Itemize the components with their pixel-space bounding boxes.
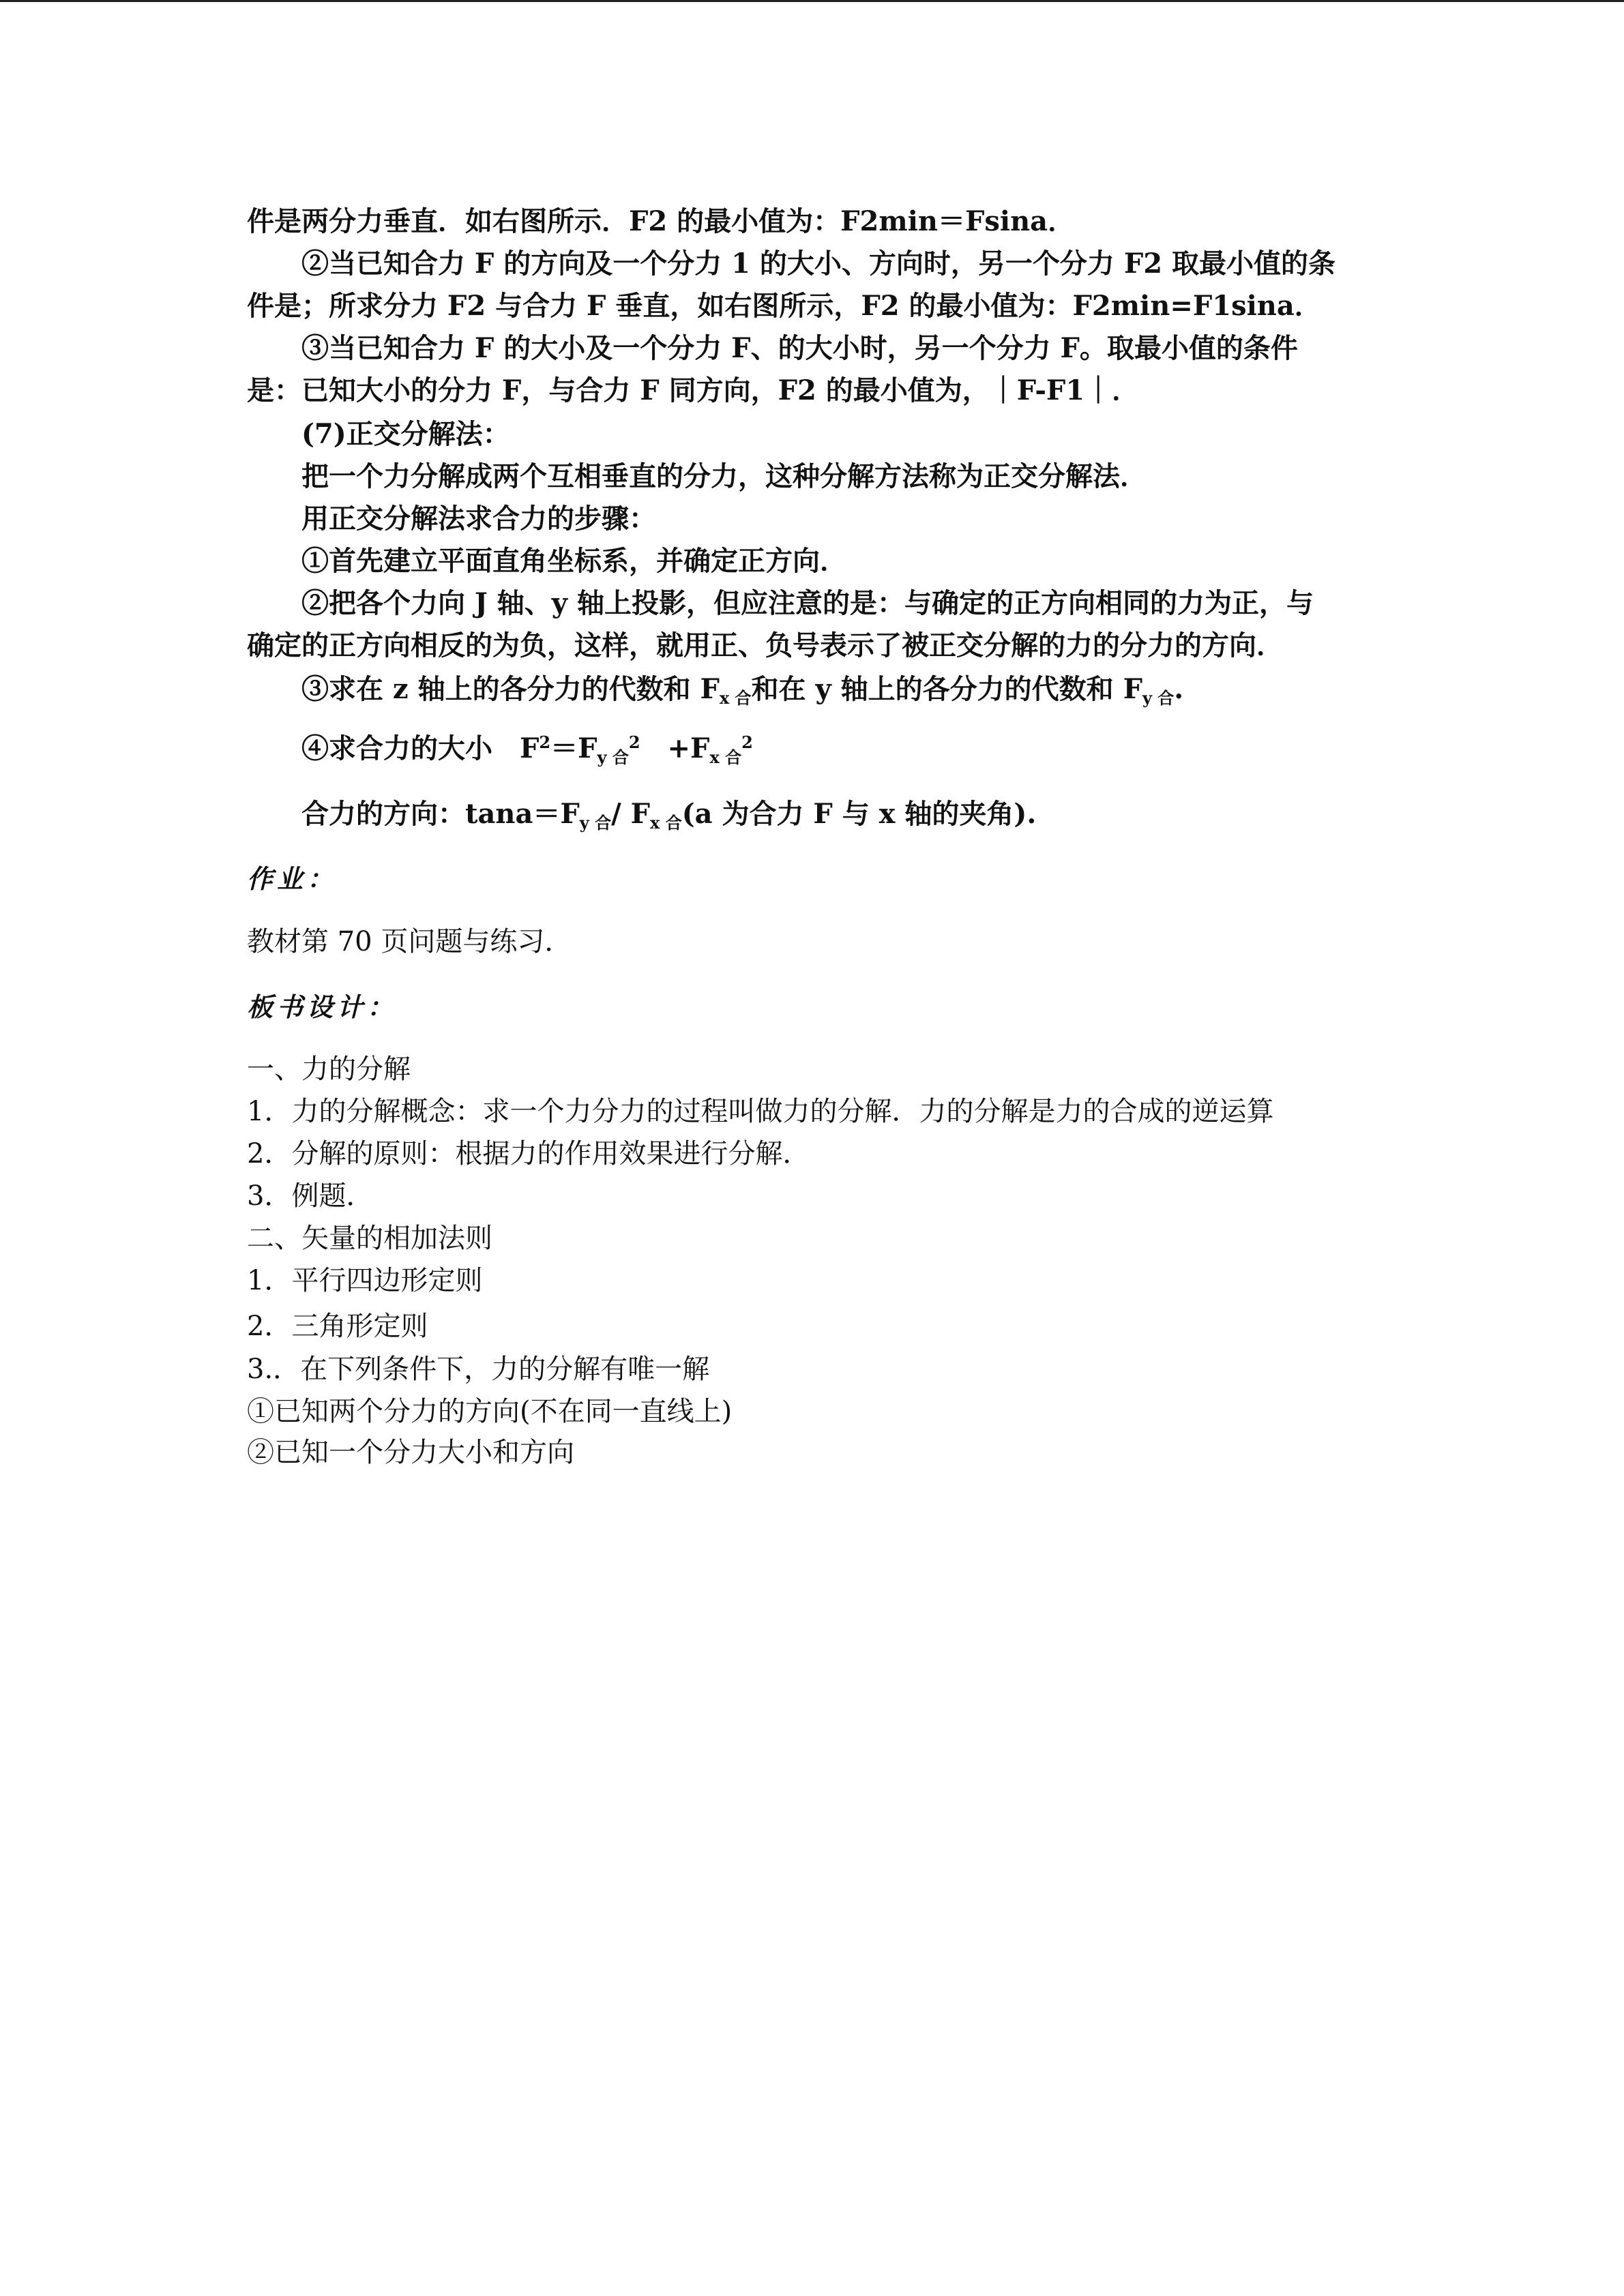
direction-text-b: / F: [611, 798, 651, 830]
board-item: 3.．在下列条件下，力的分解有唯一解: [247, 1354, 710, 1385]
formula-sub-2: x 合: [709, 747, 742, 767]
step-3-sub-1: x 合: [719, 688, 752, 708]
board-item: 2．分解的原则：根据力的作用效果进行分解．: [247, 1138, 810, 1169]
formula-text-b: ＝F: [550, 732, 597, 764]
text-line-3: 件是；所求分力 F2 与合力 F 垂直，如右图所示，F2 的最小值为：F2min=F1sina．: [247, 290, 1322, 322]
board-item: 1．平行四边形定则: [247, 1265, 483, 1296]
text-line-11: 确定的正方向相反的为负，这样，就用正、负号表示了被正交分解的力的分力的方向．: [247, 629, 1284, 661]
text-line-4: ③当已知合力 F 的大小及一个分力 F、的大小时，另一个分力 F。取最小值的条件: [301, 332, 1298, 364]
board-item: 一、力的分解: [247, 1054, 411, 1085]
formula-sup-3: 2: [741, 732, 753, 752]
step-3-text-b: 和在 y 轴上的各分力的代数和 F: [751, 673, 1142, 705]
homework-text: 教材第 70 页问题与练习．: [247, 926, 572, 957]
direction-sub-2: x 合: [650, 813, 682, 833]
formula-sup-1: 2: [539, 732, 551, 752]
step-4-formula: [301, 732, 753, 767]
top-border: [0, 0, 1624, 2]
step-3-text-c: .: [1174, 673, 1184, 705]
text-line-2: ②当已知合力 F 的方向及一个分力 1 的大小、方向时，另一个分力 F2 取最小值的条: [301, 248, 1336, 280]
direction-text-c: (a 为合力 F 与 x 轴的夹角).: [681, 798, 1037, 830]
formula-sub-1: y 合: [597, 747, 629, 767]
direction-text-a: 合力的方向：tana＝F: [301, 798, 580, 830]
board-item: ①已知两个分力的方向(不在同一直线上): [247, 1396, 733, 1427]
step-3: [301, 673, 1184, 708]
board-item: 2．三角形定则: [247, 1311, 428, 1342]
board-design-heading: 板书设计：: [247, 992, 398, 1022]
direction-formula: [301, 798, 1037, 833]
step-1: ①首先建立平面直角坐标系，并确定正方向．: [301, 545, 847, 577]
section-heading-orthogonal: (7)正交分解法：: [301, 418, 510, 450]
board-item: 3．例题．: [247, 1180, 374, 1212]
step-3-sub-2: y 合: [1142, 688, 1175, 708]
step-3-text-a: ③求在 z 轴上的各分力的代数和 F: [301, 673, 720, 705]
text-line-1: 件是两分力垂直．如右图所示．F2 的最小值为：F2min＝Fsina．: [247, 205, 1076, 237]
board-item: 二、矢量的相加法则: [247, 1223, 492, 1254]
homework-heading: 作业：: [247, 863, 338, 894]
formula-text-a: ④求合力的大小 F: [301, 732, 540, 764]
text-line-7: 把一个力分解成两个互相垂直的分力，这种分解方法称为正交分解法．: [301, 460, 1147, 492]
board-item: ②已知一个分力大小和方向: [247, 1437, 574, 1468]
board-item: 1．力的分解概念：求一个力分力的过程叫做力的分解．力的分解是力的合成的逆运算: [247, 1096, 1274, 1127]
text-line-8: 用正交分解法求合力的步骤：: [301, 503, 656, 535]
direction-sub-1: y 合: [579, 813, 612, 833]
step-2: ②把各个力向 J 轴、y 轴上投影，但应注意的是：与确定的正方向相同的力为正，与: [301, 587, 1314, 619]
text-line-5: 是：已知大小的分力 F，与合力 F 同方向，F2 的最小值为，｜F-F1｜．: [247, 374, 1140, 406]
formula-text-c: +F: [640, 732, 710, 764]
formula-sup-2: 2: [628, 732, 640, 752]
